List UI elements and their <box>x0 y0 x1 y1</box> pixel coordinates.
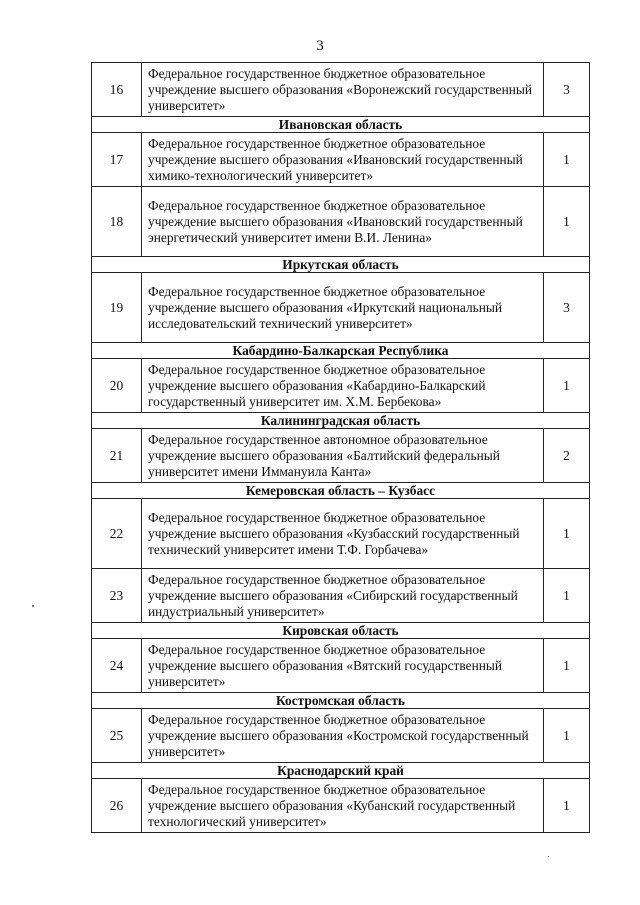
region-row <box>92 257 590 273</box>
quantity: 1 <box>544 779 590 833</box>
row-number: 25 <box>92 709 142 763</box>
institution-name: Федеральное государственное автономное образовательное учреждение высшего образования «Балтийский федеральный университет имени Иммануила Канта» <box>142 429 544 483</box>
institution-name: Федеральное государственное бюджетное образовательное учреждение высшего образования «Вятский государственный университет» <box>142 639 544 693</box>
table-row <box>92 499 590 569</box>
row-number: 24 <box>92 639 142 693</box>
table-row <box>92 187 590 257</box>
table-row <box>92 133 590 187</box>
table-row <box>92 429 590 483</box>
page-number: 3 <box>316 38 324 54</box>
institution-name: Федеральное государственное бюджетное образовательное учреждение высшего образования «Кабардино-Балкарский государственный университет им. Х.М. Бербекова» <box>142 359 544 413</box>
region-name: Иркутская область <box>92 257 590 273</box>
region-name: Краснодарский край <box>92 763 590 779</box>
quantity: 1 <box>544 359 590 413</box>
region-row <box>92 343 590 359</box>
institution-name: Федеральное государственное бюджетное образовательное учреждение высшего образования «Кубанский государственный технологический университет» <box>142 779 544 833</box>
institution-name: Федеральное государственное бюджетное образовательное учреждение высшего образования «Ивановский государственный энергетический университет имени В.И. Ленина» <box>142 187 544 257</box>
region-name: Калининградская область <box>92 413 590 429</box>
region-name: Кабардино-Балкарская Республика <box>92 343 590 359</box>
table-row <box>92 273 590 343</box>
region-row <box>92 763 590 779</box>
region-row <box>92 483 590 499</box>
row-number: 16 <box>92 63 142 117</box>
region-row <box>92 623 590 639</box>
institution-name: Федеральное государственное бюджетное образовательное учреждение высшего образования «Костромской государственный университет» <box>142 709 544 763</box>
row-number: 21 <box>92 429 142 483</box>
quantity: 3 <box>544 63 590 117</box>
region-row <box>92 693 590 709</box>
quantity: 3 <box>544 273 590 343</box>
institution-name: Федеральное государственное бюджетное образовательное учреждение высшего образования «Сибирский государственный индустриальный университет» <box>142 569 544 623</box>
row-number: 17 <box>92 133 142 187</box>
row-number: 23 <box>92 569 142 623</box>
quantity: 1 <box>544 709 590 763</box>
region-name: Костромская область <box>92 693 590 709</box>
quantity: 1 <box>544 499 590 569</box>
row-number: 18 <box>92 187 142 257</box>
table-body <box>92 63 590 833</box>
quantity: 1 <box>544 569 590 623</box>
region-row <box>92 117 590 133</box>
row-number: 26 <box>92 779 142 833</box>
quantity: 1 <box>544 187 590 257</box>
region-name: Кировская область <box>92 623 590 639</box>
institution-name: Федеральное государственное бюджетное образовательное учреждение высшего образования «Иркутский национальный исследовательский технический университет» <box>142 273 544 343</box>
table-row <box>92 569 590 623</box>
row-number: 20 <box>92 359 142 413</box>
table-row <box>92 779 590 833</box>
row-number: 19 <box>92 273 142 343</box>
table-row <box>92 639 590 693</box>
table-row <box>92 63 590 117</box>
quantity: 1 <box>544 133 590 187</box>
quantity: 1 <box>544 639 590 693</box>
institution-name: Федеральное государственное бюджетное образовательное учреждение высшего образования «Ивановский государственный химико-технологический университет» <box>142 133 544 187</box>
quantity: 2 <box>544 429 590 483</box>
region-name: Ивановская область <box>92 117 590 133</box>
table-row <box>92 709 590 763</box>
institution-name: Федеральное государственное бюджетное образовательное учреждение высшего образования «Кузбасский государственный технический университет имени Т.Ф. Горбачева» <box>142 499 544 569</box>
institution-name: Федеральное государственное бюджетное образовательное учреждение высшего образования «Воронежский государственный университет» <box>142 63 544 117</box>
region-name: Кемеровская область – Кузбасс <box>92 483 590 499</box>
scan-speck <box>548 856 549 857</box>
row-number: 22 <box>92 499 142 569</box>
scan-speck <box>32 605 34 607</box>
table-row <box>92 359 590 413</box>
universities-table <box>91 62 590 833</box>
region-row <box>92 413 590 429</box>
